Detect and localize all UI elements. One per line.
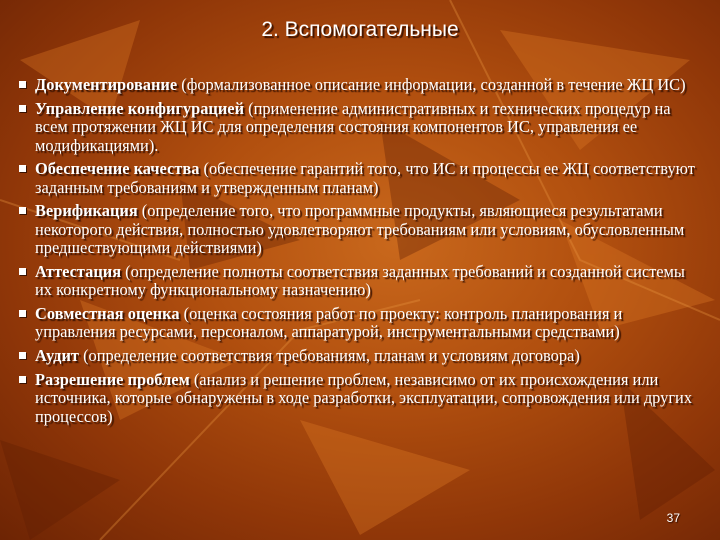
list-item: [18, 100, 703, 155]
slide-title: 2. Вспомогательные: [261, 18, 459, 41]
list-item: [18, 76, 703, 94]
bullet-term: Аудит: [35, 346, 79, 366]
bullet-text: (определение соответствия требованиям, планам и условиям договора): [78, 346, 580, 366]
square-bullet-icon: [19, 268, 26, 275]
square-bullet-icon: [19, 310, 26, 317]
square-bullet-icon: [19, 105, 26, 112]
bullet-term: Разрешение проблем: [35, 369, 190, 389]
list-item: [18, 371, 703, 426]
bullet-text: (оценка состояния работ по проекту: контроль планирования и управления ресурсами, персоналом, аппаратурой, инструментальными средствами): [35, 303, 623, 342]
list-item: [18, 160, 703, 197]
bullet-term: Совместная оценка: [35, 303, 180, 323]
bullet-term: Документирование: [35, 75, 178, 94]
bullet-term: Управление конфигурацией: [35, 98, 245, 118]
bullet-text: (применение административных и технических процедур на всем протяжении ЖЦ ИС для определения состояния компонентов ИС, управления ее модификациями).: [35, 98, 671, 155]
list-item: [18, 263, 703, 300]
page-number: 37: [666, 511, 680, 525]
bullet-term: Верификация: [35, 201, 138, 221]
list-item: [18, 305, 703, 342]
bullet-term: Аттестация: [35, 261, 122, 281]
square-bullet-icon: [19, 352, 26, 359]
square-bullet-icon: [19, 207, 26, 214]
list-item: [18, 347, 703, 365]
bullet-text: (обеспечение гарантий того, что ИС и процессы ее ЖЦ соответствуют заданным требованиям и утвержденным планам): [35, 159, 695, 197]
bullet-text: (анализ и решение проблем, независимо от их происхождения или источника, которые обнаружены в ходе разработки, эксплуатации, сопровождения или других процессов): [35, 369, 693, 426]
bullet-term: Обеспечение качества: [35, 159, 200, 179]
bullet-text: (формализованное описание информации, созданной в течение ЖЦ ИС): [177, 75, 686, 94]
square-bullet-icon: [19, 165, 26, 172]
bullet-text: (определение полноты соответствия заданных требований и созданной системы их конкретному функциональному назначению): [35, 261, 685, 300]
square-bullet-icon: [19, 376, 26, 383]
list-item: [18, 202, 703, 257]
bullet-text: (определение того, что программные продукты, являющиеся результатами некоторого действия, полностью удовлетворяют требованиям или условиям, обусловленным предшествующими действиями): [35, 201, 685, 258]
square-bullet-icon: [19, 81, 26, 88]
bullet-list: [18, 76, 703, 431]
